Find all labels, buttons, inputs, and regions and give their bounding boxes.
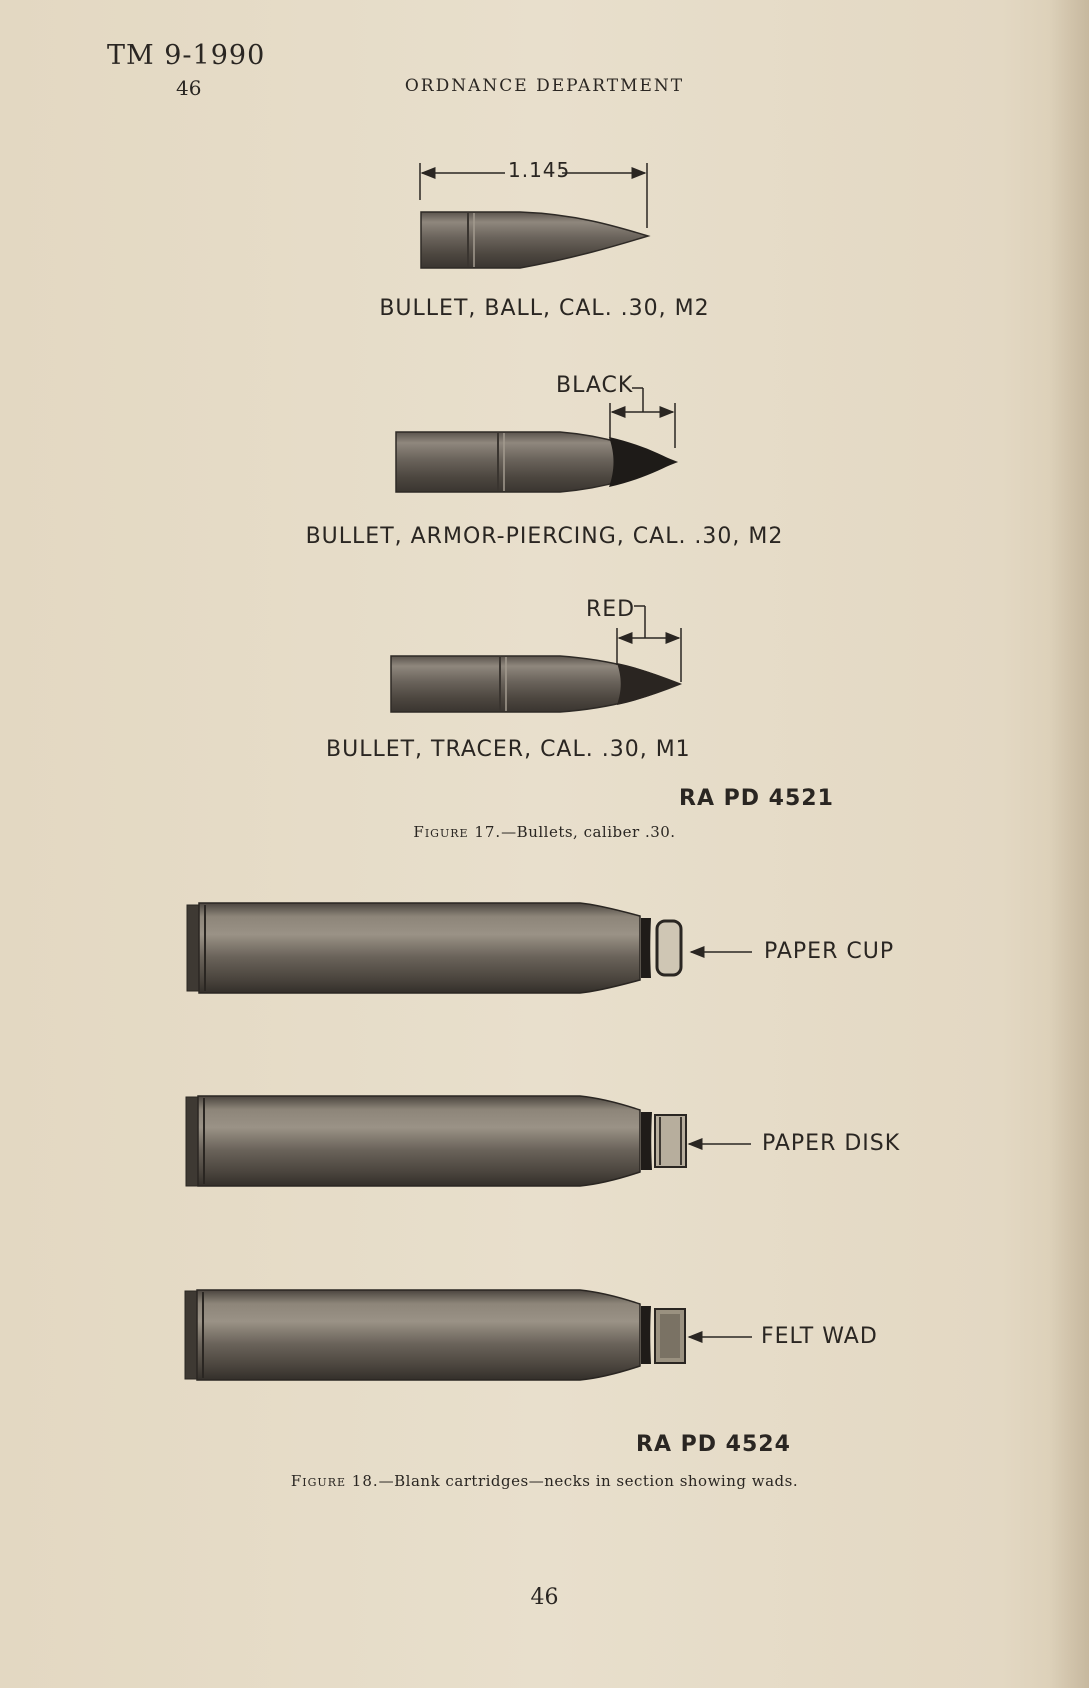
blank-cartridge-paper-disk [186, 1096, 686, 1186]
figure-17-caption-prefix: Figure 17. [413, 823, 502, 841]
ball-bullet-illustration [421, 212, 648, 268]
red-tip-label: RED [586, 597, 636, 622]
tracer-bullet-label: BULLET, TRACER, CAL. .30, M1 [326, 737, 691, 762]
figure-17-caption [0, 823, 1089, 841]
figure-18-caption-prefix: Figure 18. [290, 1472, 379, 1490]
blank-cartridge-paper-cup [187, 903, 681, 993]
blank-cartridge-felt-wad [185, 1290, 685, 1380]
footer-page-number: 46 [530, 1585, 559, 1610]
black-tip-label: BLACK [556, 373, 634, 398]
paper-cup-label: PAPER CUP [764, 939, 895, 964]
figure-18-ra-pd-number: RA PD 4524 [636, 1432, 791, 1457]
paper-disk-label: PAPER DISK [762, 1131, 901, 1156]
header-page-number: 46 [176, 76, 202, 100]
technical-manual-number: TM 9-1990 [107, 40, 266, 71]
ball-bullet-label: BULLET, BALL, CAL. .30, M2 [379, 296, 710, 321]
tracer-bullet-illustration [391, 656, 680, 712]
dimension-value: 1.145 [508, 158, 571, 182]
figure-17-ra-pd-number: RA PD 4521 [679, 786, 834, 811]
figure-18-caption [0, 1472, 1089, 1490]
armor-piercing-bullet-label: BULLET, ARMOR-PIERCING, CAL. .30, M2 [305, 524, 784, 549]
figure-17-caption-text: —Bullets, caliber .30. [501, 823, 676, 841]
armor-piercing-bullet-illustration [396, 432, 676, 492]
felt-wad-label: FELT WAD [761, 1324, 878, 1349]
running-head: ORDNANCE DEPARTMENT [404, 76, 685, 96]
figure-18-caption-text: —Blank cartridges—necks in section showing wads. [378, 1472, 799, 1490]
